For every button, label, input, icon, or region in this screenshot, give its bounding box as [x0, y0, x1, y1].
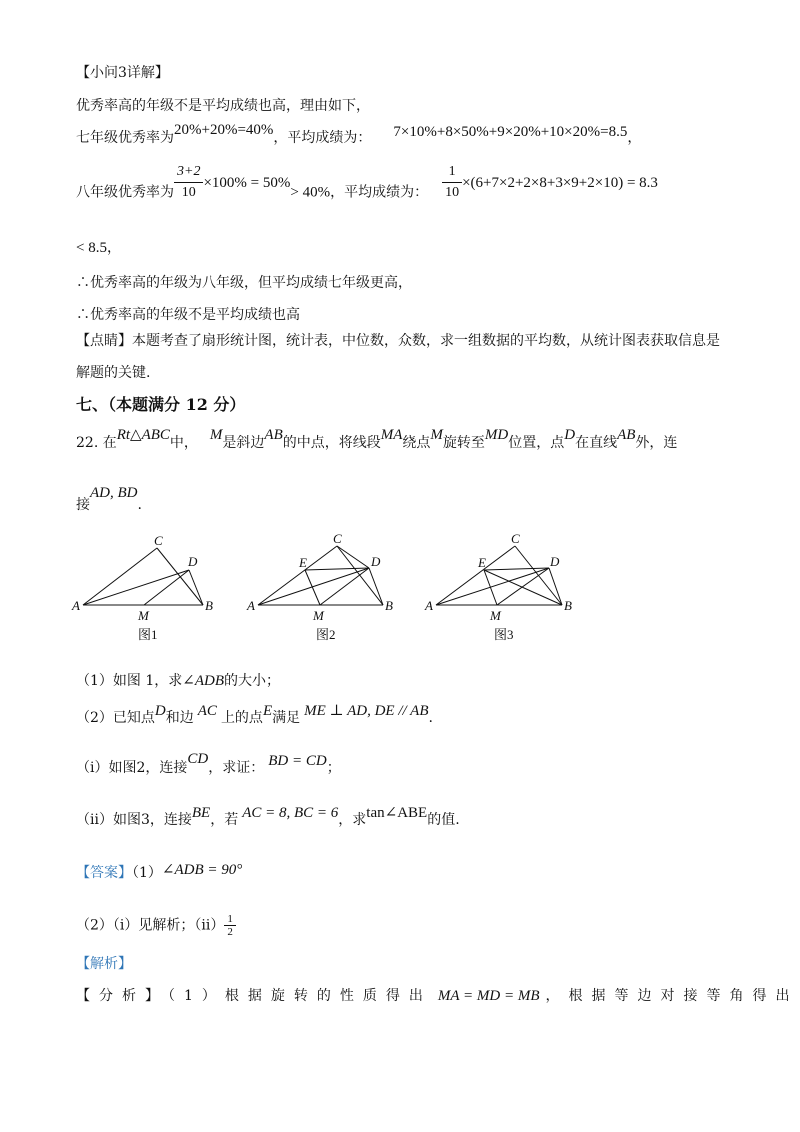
fig2-caption: 图2: [316, 627, 336, 642]
fig3-B: B: [564, 598, 572, 613]
fig3-caption: 图3: [494, 627, 514, 642]
fig2-C: C: [333, 531, 342, 546]
comment-cont: 解题的关键.: [76, 365, 151, 381]
g7-rate: 20%+20%=40%: [174, 122, 274, 138]
fig3-C: C: [511, 531, 520, 546]
q3-header: 【小问3详解】: [76, 65, 169, 81]
g8-rate-frac: $\frac{3+2}{10}$: [174, 162, 203, 203]
analysis-tag: 【解析】: [76, 956, 132, 972]
fig1-caption: 图1: [138, 627, 158, 642]
fig3-E: E: [478, 555, 486, 570]
section-title: 七、（本题满分 12 分）: [76, 395, 246, 414]
fig1-D: D: [188, 554, 198, 569]
fig3-D: D: [550, 554, 560, 569]
g8-gt: > 40%: [290, 184, 331, 201]
figure-3: [436, 546, 562, 605]
fig1-C: C: [154, 533, 163, 548]
answer-2: （2）（ⅰ）见解析；（ⅱ） $\frac{1}{2}$: [76, 913, 236, 938]
part-2ii: （ⅱ）如图3，连接BE，若 AC = 8, BC = 6，求tan∠ABE的值.: [76, 805, 460, 828]
fig1-A: A: [72, 598, 80, 613]
answer-tag: 【答案】: [76, 865, 132, 881]
g8-line: 八年级优秀率为 $\frac{3+2}{10}$ ×100% = 50%> 40%，平均成绩为： $\frac{1}{10}$ ×(6+7×2+2×8+3×9+2×10) = 8.3: [76, 172, 658, 213]
q3-claim: 优秀率高的年级不是平均成绩也高，理由如下，: [76, 98, 370, 114]
fig2-D: D: [371, 554, 381, 569]
figure-1: [83, 548, 203, 605]
answer-frac: $\frac{1}{2}$: [224, 913, 236, 938]
fig2-E: E: [299, 555, 307, 570]
g7-avg: 7×10%+8×50%+9×20%+10×20%=8.5: [393, 124, 628, 140]
fig2-M: M: [313, 608, 324, 623]
fig3-A: A: [425, 598, 433, 613]
comment: 【点睛】本题考查了扇形统计图，统计表，中位数，众数，求一组数据的平均数，从统计图表获取信息是: [76, 333, 720, 349]
part-2: （2）已知点D和边 AC 上的点E满足 ME ⊥ AD, DE // AB.: [76, 703, 433, 726]
figure-2: [258, 546, 383, 605]
part-1: （1）如图 1，求∠ADB的大小；: [76, 673, 280, 689]
g7-line: 七年级优秀率为20%+20%=40%，平均成绩为： 7×10%+8×50%+9×20%+10×20%=8.5，: [76, 122, 642, 146]
analysis-line: 【分析】（1）根据旋转的性质得出 MA = MD = MB ，根据等边对接等角得出: [76, 988, 799, 1004]
lt-line: < 8.5，: [76, 240, 121, 256]
conc-2: ∴优秀率高的年级不是平均成绩也高: [76, 307, 300, 323]
answer-1: 【答案】（1）∠ADB = 90°: [76, 862, 243, 881]
fig3-M: M: [490, 608, 501, 623]
fig1-M: M: [138, 608, 149, 623]
conc-1: ∴优秀率高的年级为八年级，但平均成绩七年级更高，: [76, 275, 412, 291]
fig2-B: B: [385, 598, 393, 613]
g8-avg: ×(6+7×2+2×8+3×9+2×10) = 8.3: [462, 174, 658, 191]
g8-avg-frac: $\frac{1}{10}$: [442, 162, 462, 203]
problem-cont: 接AD, BD.: [76, 485, 142, 513]
figures: [60, 528, 600, 648]
part-2i: （ⅰ）如图2，连接CD，求证： BD = CD；: [76, 751, 341, 776]
fig1-B: B: [205, 598, 213, 613]
problem-statement: 22. 在Rt△ABC中， M是斜边AB的中点，将线段MA绕点M旋转至MD位置，点D在直线AB外，连: [76, 427, 678, 451]
fig2-A: A: [247, 598, 255, 613]
